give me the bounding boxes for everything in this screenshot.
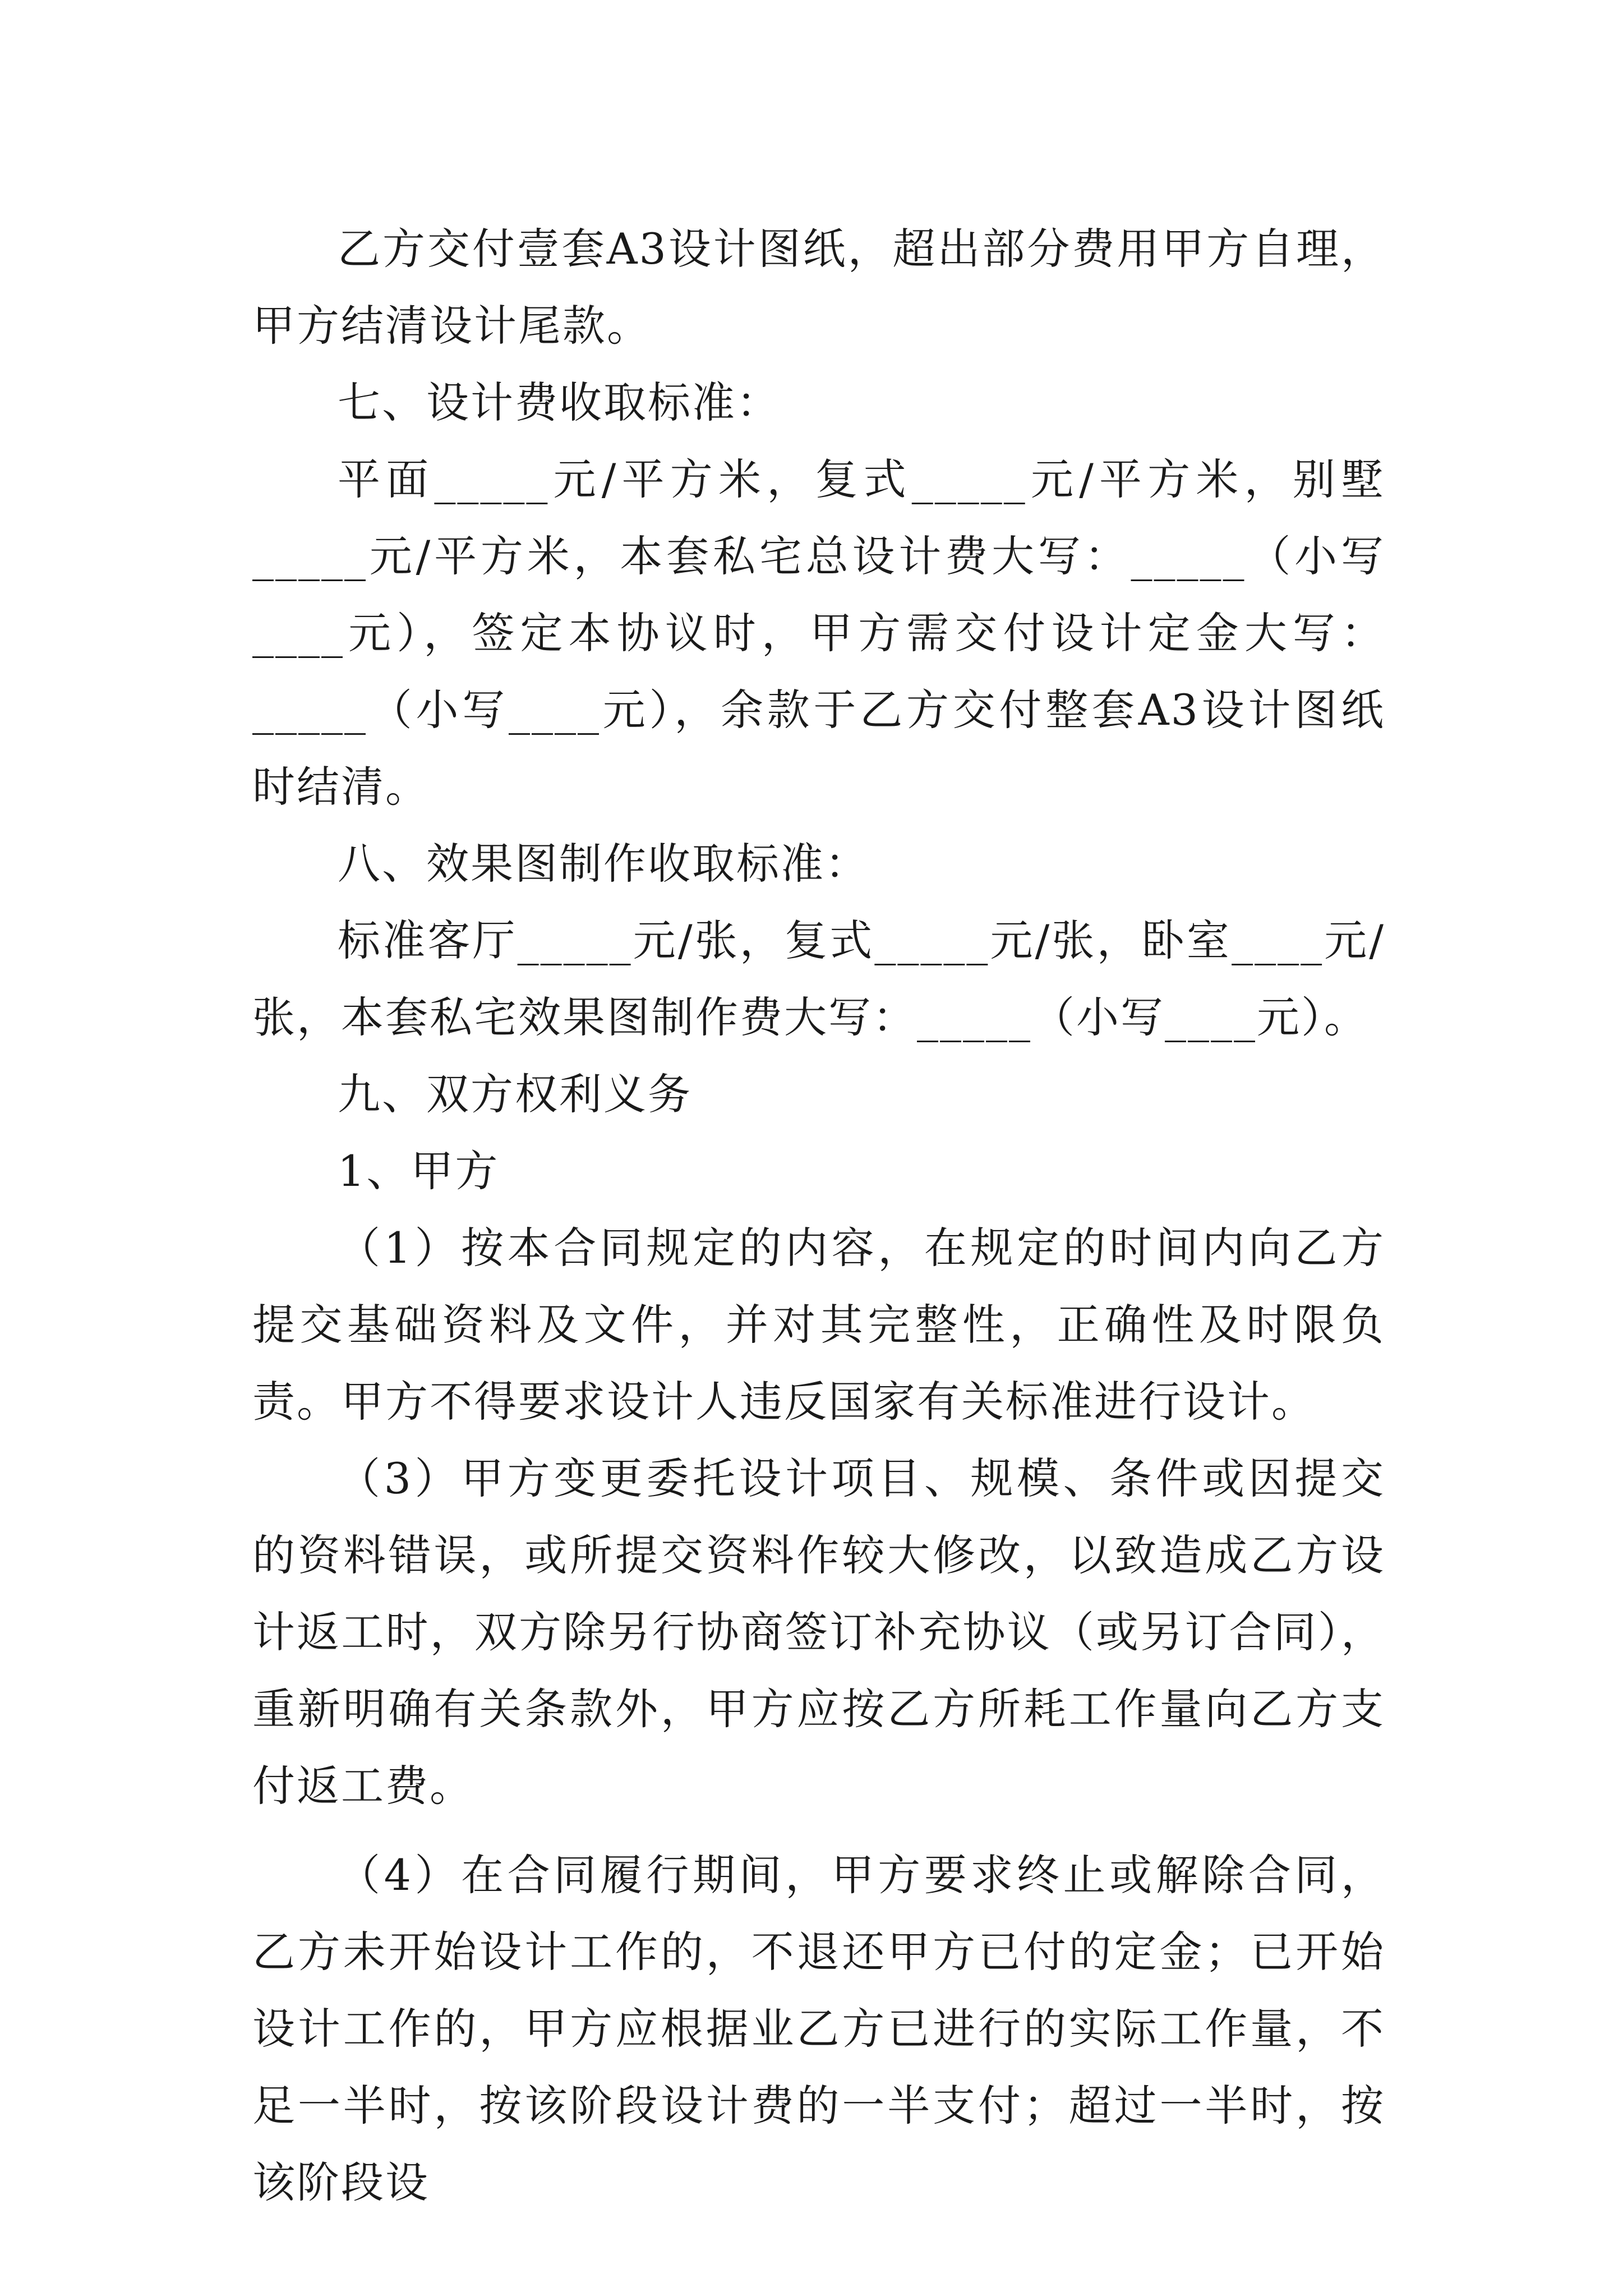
heading-party-a: 1、甲方	[338, 1146, 500, 1196]
clause-party-a-1: （1）按本合同规定的内容，在规定的时间内向乙方提交基础资料及文件，并对其完整性，正确性及时限负责。甲方不得要求设计人违反国家有关标准进行设计。	[252, 1223, 1385, 1427]
heading-rights-obligations: 九、双方权利义务	[338, 1069, 692, 1119]
clause-party-a-3: （3）甲方变更委托设计项目、规模、条件或因提交的资料错误，或所提交资料作较大修改，以致造成乙方设计返工时，双方除另行协商签订补充协议（或另订合同），重新明确有关条款外，甲方应按乙方所耗工作量向乙方支付返工费。	[252, 1453, 1385, 1811]
document-body	[252, 210, 1385, 2221]
clause-party-a-4: （4）在合同履行期间，甲方要求终止或解除合同，乙方未开始设计工作的，不退还甲方已付的定金；已开始设计工作的，甲方应根据业乙方已进行的实际工作量，不足一半时，按该阶段设计费的一半支付；超过一半时，按该阶段设	[252, 1850, 1385, 2207]
heading-design-fee-standard: 七、设计费收取标准：	[338, 378, 781, 427]
paragraph-drawing-delivery: 乙方交付壹套A3设计图纸，超出部分费用甲方自理，甲方结清设计尾款。	[252, 224, 1385, 351]
heading-rendering-fee-standard: 八、效果图制作收取标准：	[338, 839, 869, 889]
paragraph-rendering-fee-terms: 标准客厅_____元/张，复式_____元/张，卧室____元/张，本套私宅效果图制作费大写：_____（小写____元）。	[252, 915, 1385, 1042]
paragraph-design-fee-terms: 平面_____元/平方米，复式_____元/平方米，别墅_____元/平方米，本套私宅总设计费大写：_____（小写____元），签定本协议时，甲方需交付设计定金大写：_____（小写____元），余款于乙方交付整套A3设计图纸时结清。	[252, 454, 1385, 812]
